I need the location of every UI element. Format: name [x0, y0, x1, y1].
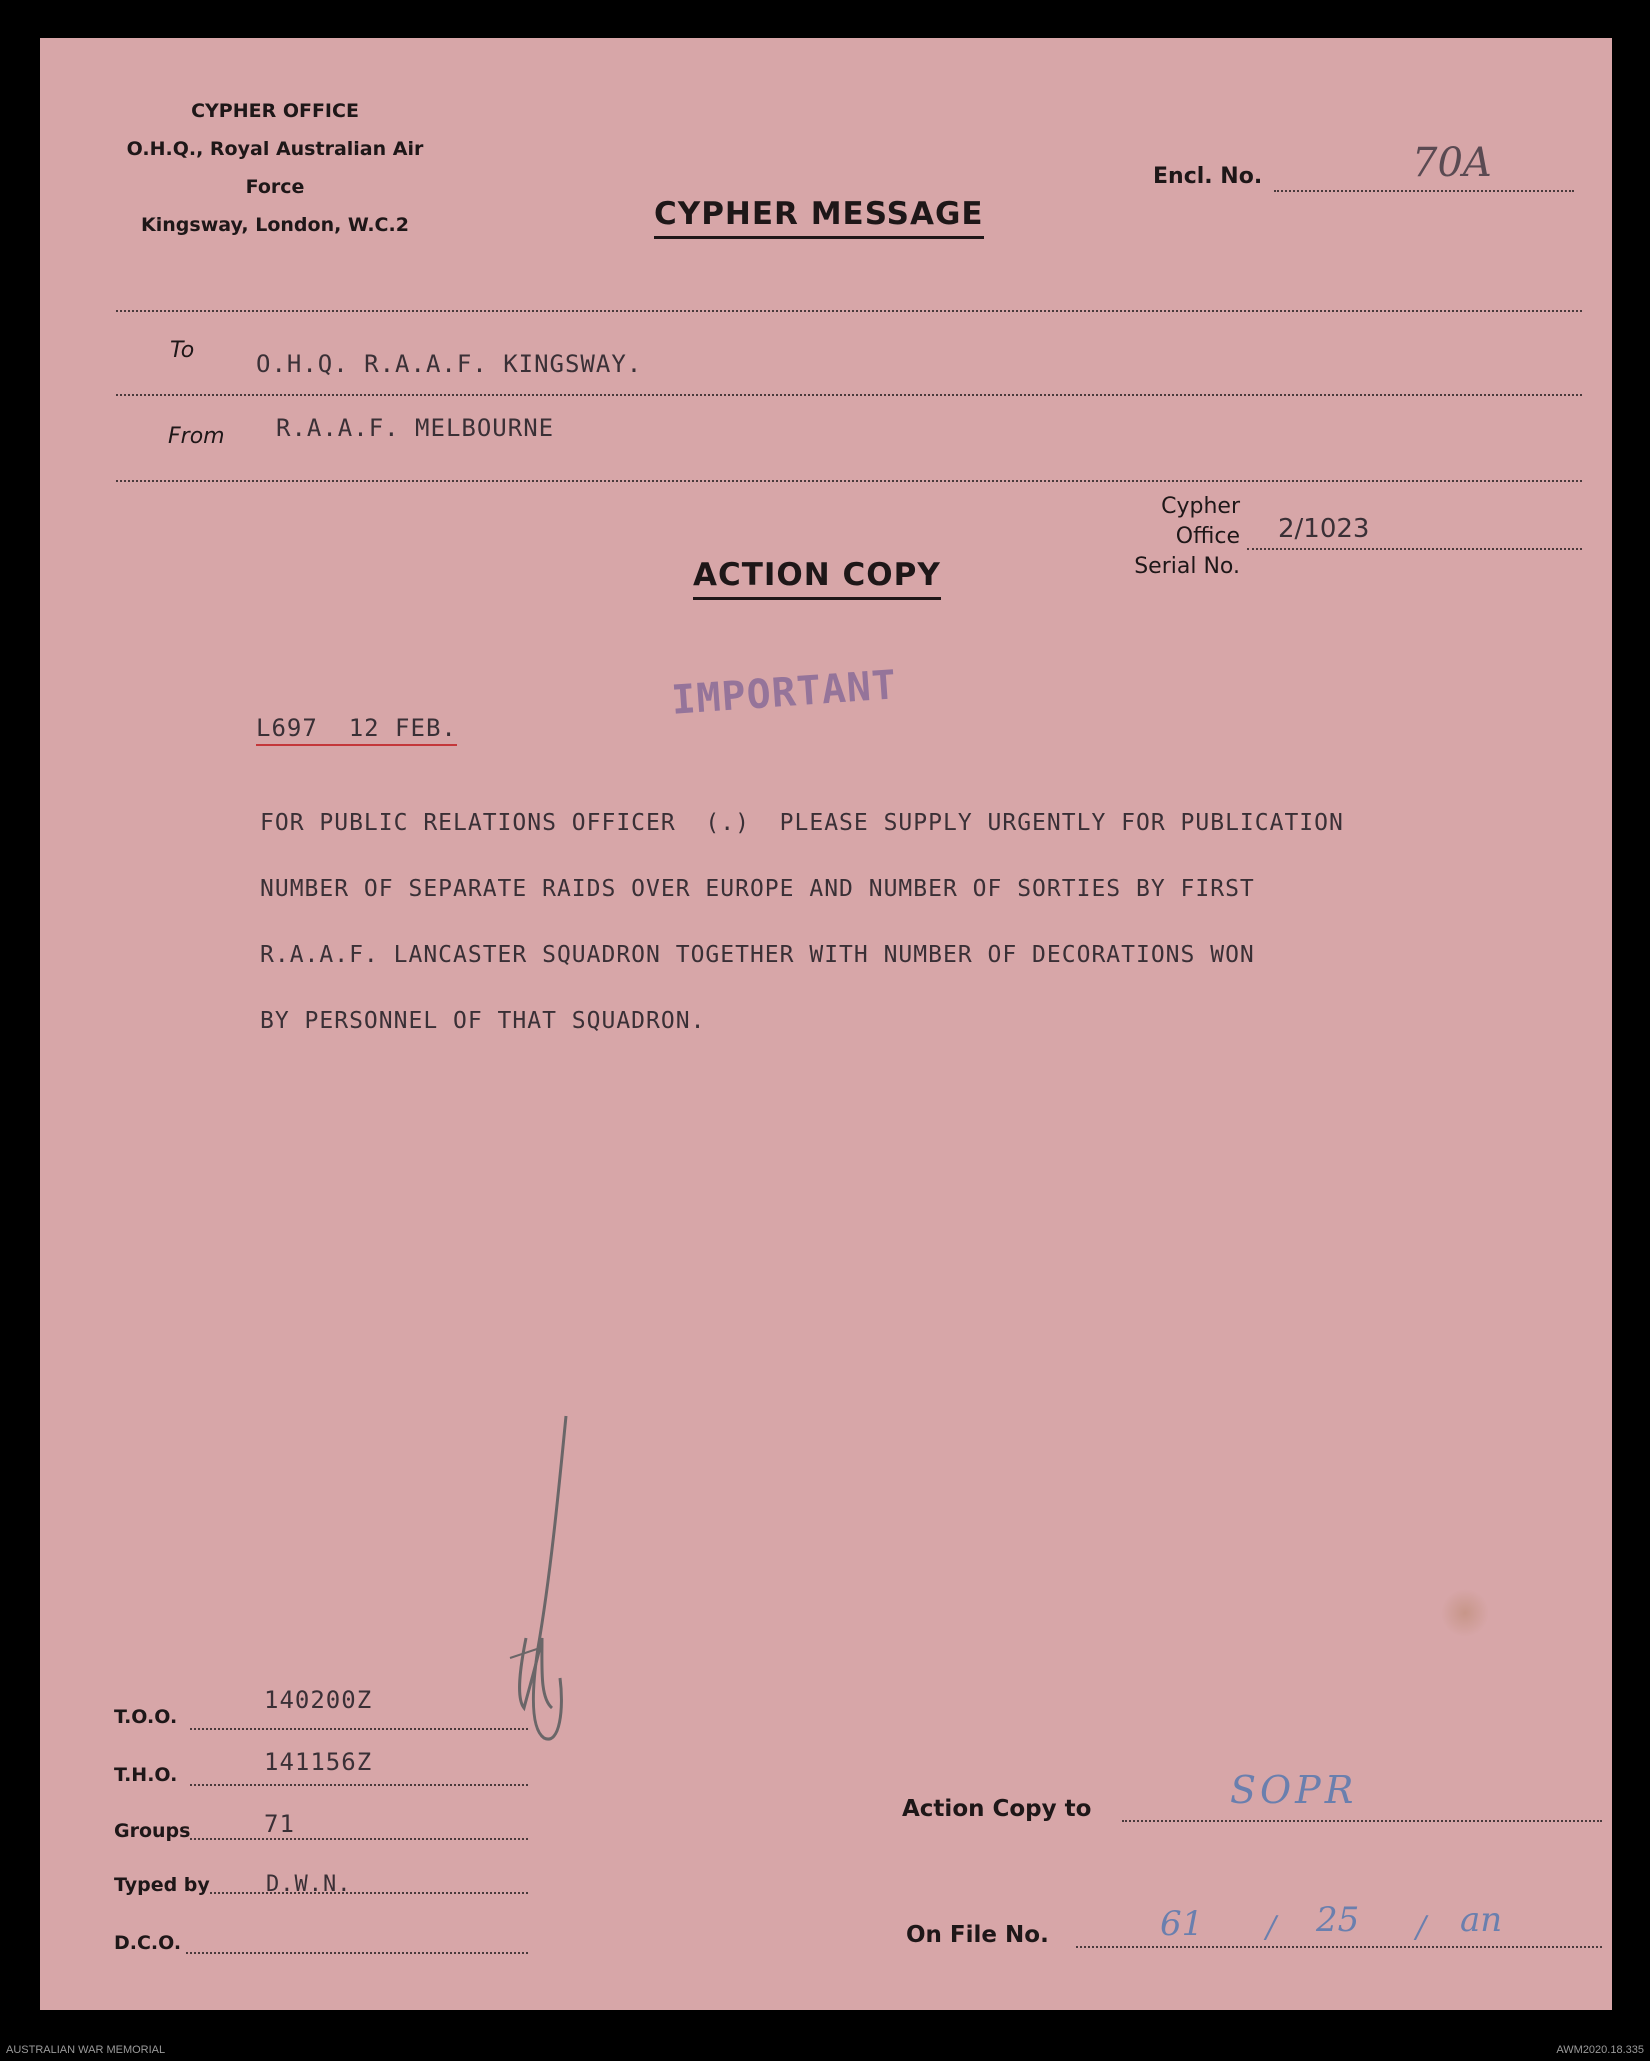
too-label: T.O.O.	[114, 1706, 178, 1728]
file-part-1: 61	[1160, 1904, 1204, 1944]
typed-by-value: D.W.N.	[266, 1872, 352, 1897]
archive-credit: AUSTRALIAN WAR MEMORIAL	[6, 2044, 166, 2056]
groups-value: 71	[264, 1810, 295, 1838]
to-label: To	[170, 338, 195, 363]
too-value: 140200Z	[264, 1686, 373, 1714]
pencil-initials	[480, 1408, 630, 1768]
dco-dotted-line	[186, 1952, 528, 1954]
groups-label: Groups	[114, 1820, 191, 1842]
to-value: O.H.Q. R.A.A.F. KINGSWAY.	[256, 350, 643, 378]
serial-value: 2/1023	[1278, 514, 1370, 544]
action-copy-to-label: Action Copy to	[902, 1796, 1092, 1822]
message-line-3: R.A.A.F. LANCASTER SQUADRON TOGETHER WITH NUMBER OF DECORATIONS WON	[260, 942, 1255, 968]
from-value: R.A.A.F. MELBOURNE	[276, 414, 555, 442]
encl-label: Encl. No.	[1153, 164, 1263, 189]
cypher-message-form	[40, 38, 1612, 2010]
tho-dotted-line	[190, 1784, 528, 1786]
serial-dotted-line	[1247, 548, 1582, 550]
file-part-2: 25	[1316, 1900, 1360, 1940]
typed-by-dotted-line	[210, 1892, 528, 1894]
on-file-dotted-line	[1076, 1946, 1602, 1948]
serial-label-line1: Cypher Office	[1161, 494, 1240, 549]
message-reference: L697 12 FEB.	[256, 714, 457, 746]
archive-accession: AWM2020.18.335	[1556, 2044, 1644, 2056]
divider-3	[116, 480, 1582, 482]
file-separator-1: /	[1266, 1910, 1277, 1945]
message-line-2: NUMBER OF SEPARATE RAIDS OVER EUROPE AND NUMBER OF SORTIES BY FIRST	[260, 876, 1255, 902]
office-address-2: Kingsway, London, W.C.2	[141, 214, 409, 236]
message-line-4: BY PERSONNEL OF THAT SQUADRON.	[260, 1008, 706, 1034]
divider-1	[116, 310, 1582, 312]
file-part-3: an	[1460, 1900, 1503, 1940]
on-file-label: On File No.	[906, 1922, 1049, 1948]
action-copy-to-dotted-line	[1122, 1820, 1602, 1822]
from-label: From	[168, 424, 225, 449]
tho-value: 141156Z	[264, 1748, 373, 1776]
divider-2	[116, 394, 1582, 396]
action-copy-to-value: SOPR	[1230, 1768, 1358, 1812]
encl-dotted-line	[1274, 190, 1574, 192]
important-stamp: IMPORTANT	[670, 662, 899, 724]
groups-dotted-line	[190, 1838, 528, 1840]
file-separator-2: /	[1416, 1910, 1427, 1945]
too-dotted-line	[190, 1728, 528, 1730]
encl-value: 70A	[1412, 140, 1492, 186]
message-line-1: FOR PUBLIC RELATIONS OFFICER (.) PLEASE SUPPLY URGENTLY FOR PUBLICATION	[260, 810, 1344, 836]
office-address-1: O.H.Q., Royal Australian Air Force	[126, 138, 424, 198]
serial-label	[1090, 492, 1240, 582]
message-body	[260, 790, 1550, 1054]
serial-label-line2: Serial No.	[1134, 554, 1240, 579]
office-header	[110, 92, 440, 244]
typed-by-label: Typed by	[114, 1874, 210, 1896]
dco-label: D.C.O.	[114, 1932, 182, 1954]
office-name: CYPHER OFFICE	[191, 100, 359, 122]
action-copy-title: ACTION COPY	[693, 557, 941, 600]
tho-label: T.H.O.	[114, 1764, 178, 1786]
page-title: CYPHER MESSAGE	[654, 196, 984, 239]
